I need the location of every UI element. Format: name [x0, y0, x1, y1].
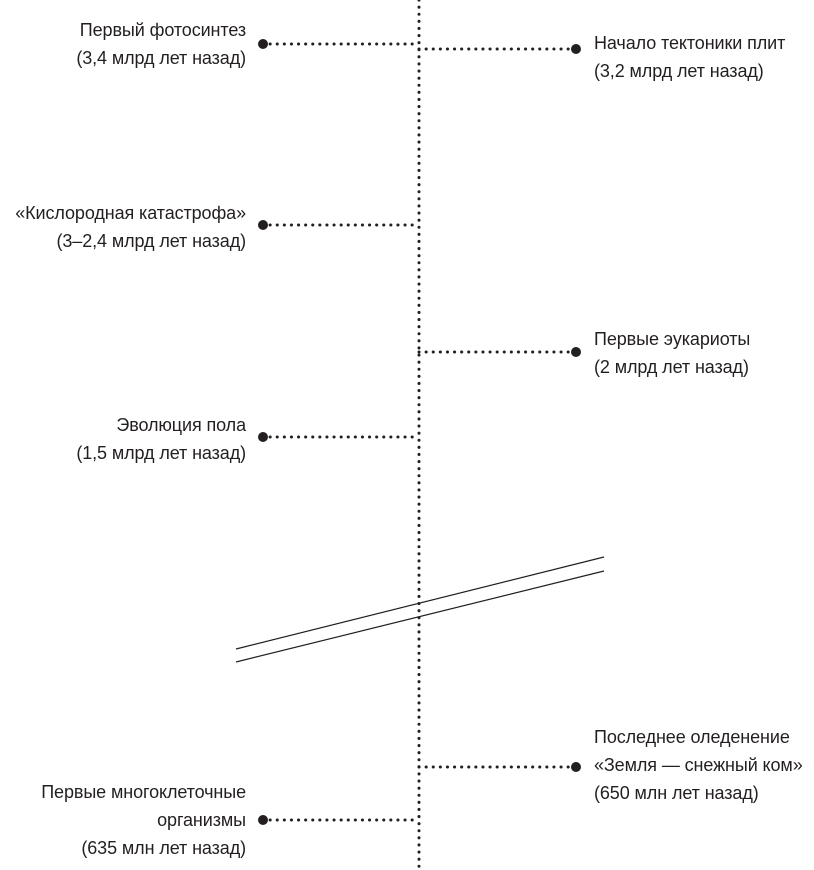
event-date: (1,5 млрд лет назад): [76, 443, 246, 463]
event-title-cont: «Земля — снежный ком»: [594, 755, 803, 775]
event-label-oxygen-catastrophe: [15, 199, 246, 255]
event-label-snowball-earth: [594, 723, 803, 807]
event-title: Последнее оледенение: [594, 727, 790, 747]
event-label-first-eukaryotes: [594, 325, 750, 381]
event-marker-dot: [258, 432, 268, 442]
event-label-evolution-of-sex: [76, 411, 246, 467]
event-title: Первые эукариоты: [594, 329, 751, 349]
connector-first-photosynthesis: [258, 39, 419, 49]
event-date: (635 млн лет назад): [81, 838, 246, 858]
event-date: (3,4 млрд лет назад): [76, 48, 246, 68]
event-marker-dot: [258, 39, 268, 49]
event-date: (3–2,4 млрд лет назад): [56, 231, 246, 251]
event-title: Начало тектоники плит: [594, 33, 786, 53]
connector-plate-tectonics: [419, 44, 581, 54]
event-label-plate-tectonics: [594, 29, 785, 85]
connector-first-multicellular: [258, 815, 419, 825]
event-date: (3,2 млрд лет назад): [594, 61, 764, 81]
event-title: Первые многоклеточные: [41, 782, 246, 802]
connector-evolution-of-sex: [258, 432, 419, 442]
event-marker-dot: [571, 44, 581, 54]
event-title: Первый фотосинтез: [79, 20, 246, 40]
event-date: (650 млн лет назад): [594, 783, 759, 803]
break-line-lower: [236, 571, 604, 662]
event-label-first-photosynthesis: [76, 16, 246, 72]
event-marker-dot: [571, 762, 581, 772]
event-title: Эволюция пола: [116, 415, 246, 435]
event-date: (2 млрд лет назад): [594, 357, 749, 377]
break-line-upper: [236, 557, 604, 649]
event-label-first-multicellular: [41, 778, 246, 862]
event-title: «Кислородная катастрофа»: [15, 203, 246, 223]
event-marker-dot: [258, 815, 268, 825]
connector-first-eukaryotes: [419, 347, 581, 357]
event-title-cont: организмы: [157, 810, 246, 830]
connector-snowball-earth: [419, 762, 581, 772]
connector-oxygen-catastrophe: [258, 220, 419, 230]
event-marker-dot: [571, 347, 581, 357]
event-marker-dot: [258, 220, 268, 230]
